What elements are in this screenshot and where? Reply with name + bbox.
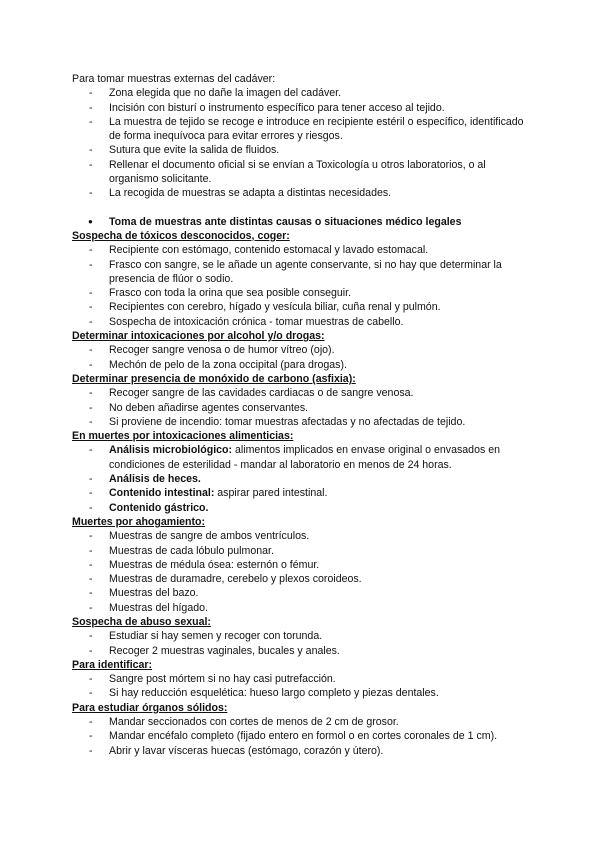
- list-item-text: No deben añadirse agentes conservantes.: [109, 401, 309, 414]
- list-item: [72, 315, 532, 329]
- list-item: [72, 715, 532, 729]
- list-item: [72, 501, 532, 515]
- list-item-bold: Contenido gástrico.: [109, 501, 209, 514]
- intro-list: [72, 86, 532, 200]
- section-title: Sospecha de abuso sexual:: [72, 615, 211, 628]
- list-item-text: Recoger sangre de las cavidades cardiacas o de sangre venosa.: [109, 387, 414, 400]
- list-item-text: Frasco con toda la orina que sea posible conseguir.: [109, 287, 352, 300]
- list-item: [72, 601, 532, 615]
- list-item-text: aspirar pared intestinal.: [214, 487, 328, 500]
- list-item-text: Recipiente con estómago, contenido estomacal y lavado estomacal.: [109, 244, 429, 257]
- list-item: [72, 258, 532, 287]
- list-item: [72, 529, 532, 543]
- section-list: [72, 243, 532, 329]
- list-item-text: alimentos implicados en envase original o envasados en condiciones de esterilidad - mandar al laboratorio en menos de 24 horas.: [109, 444, 500, 471]
- list-item-text: Mandar encéfalo completo (fijado entero en formol o en cortes coronales de 1 cm).: [109, 730, 498, 743]
- list-item: [72, 472, 532, 486]
- section-title: Sospecha de tóxicos desconocidos, coger:: [72, 229, 290, 242]
- list-item: [72, 286, 532, 300]
- list-item: [72, 558, 532, 572]
- list-item-text: Sangre post mórtem si no hay casi putrefacción.: [109, 673, 336, 686]
- list-item: [72, 572, 532, 586]
- list-item: - Incisión con bisturí o instrumento específico para tener acceso al tejido.: [72, 101, 532, 115]
- list-item-text: Si proviene de incendio: tomar muestras afectadas y no afectadas de tejido.: [109, 415, 466, 428]
- list-item: [72, 243, 532, 257]
- list-item-text: Muestras de duramadre, cerebelo y plexos coroideos.: [109, 573, 362, 586]
- list-item: [72, 343, 532, 357]
- list-item-text: Frasco con sangre, se le añade un agente conservante, si no hay que determinar la presencia de flúor o sodio.: [109, 258, 502, 285]
- list-item: [72, 358, 532, 372]
- list-item: - La muestra de tejido se recoge e introduce en recipiente estéril o específico, identificado de forma inequívoca para evitar errores y riesgos.: [72, 115, 532, 144]
- list-item-bold: Análisis microbiológico:: [109, 444, 233, 457]
- list-item-text: Recoger 2 muestras vaginales, bucales y anales.: [109, 644, 340, 657]
- list-item-text: Abrir y lavar vísceras huecas (estómago, corazón y útero).: [109, 744, 384, 757]
- list-item: [72, 415, 532, 429]
- list-item-text: Estudiar si hay semen y recoger con torunda.: [109, 630, 323, 643]
- list-item: [72, 401, 532, 415]
- list-item: - Zona elegida que no dañe la imagen del cadáver.: [72, 86, 532, 100]
- list-item: [72, 443, 532, 472]
- list-item: [72, 486, 532, 500]
- section-list: [72, 715, 532, 758]
- list-item-text: Recoger sangre venosa o de humor vítreo (ojo).: [109, 344, 335, 357]
- list-item: [72, 729, 532, 743]
- list-item-text: Recipientes con cerebro, hígado y vesícula biliar, cuña renal y pulmón.: [109, 301, 441, 314]
- sections-container: [72, 229, 532, 758]
- section-title: Para estudiar órganos sólidos:: [72, 701, 228, 714]
- list-item-text: Si hay reducción esquelética: hueso largo completo y piezas dentales.: [109, 687, 439, 700]
- list-item-text: Muestras de cada lóbulo pulmonar.: [109, 544, 274, 557]
- section-list: [72, 343, 532, 372]
- list-item: - Rellenar el documento oficial si se envían a Toxicología u otros laboratorios, o al organismo solicitante.: [72, 158, 532, 187]
- section-title: Muertes por ahogamiento:: [72, 515, 206, 528]
- list-item: [72, 386, 532, 400]
- intro-lead: Para tomar muestras externas del cadáver:: [72, 73, 276, 85]
- list-item-text: Muestras del bazo.: [109, 587, 199, 600]
- list-item-text: Mandar seccionados con cortes de menos de 2 cm de grosor.: [109, 716, 399, 729]
- section-list: [72, 672, 532, 701]
- list-item-text: Sospecha de intoxicación crónica - tomar muestras de cabello.: [109, 315, 404, 328]
- list-item-text: Muestras de sangre de ambos ventrículos.: [109, 530, 310, 543]
- section-list: [72, 386, 532, 429]
- section-title: En muertes por intoxicaciones alimenticias:: [72, 430, 294, 443]
- list-item: [72, 544, 532, 558]
- list-item: [72, 672, 532, 686]
- section-list: [72, 629, 532, 658]
- list-item-text: Muestras del hígado.: [109, 601, 208, 614]
- section-title: Para identificar:: [72, 658, 153, 671]
- section-list: [72, 529, 532, 615]
- list-item: - La recogida de muestras se adapta a distintas necesidades.: [72, 186, 532, 200]
- list-item-text: Muestras de médula ósea: esternón o fémur.: [109, 558, 320, 571]
- list-item-bold: Análisis de heces.: [109, 473, 201, 486]
- list-item: [72, 744, 532, 758]
- main-heading: ● Toma de muestras ante distintas causas o situaciones médico legales: [72, 215, 532, 229]
- list-item-bold: Contenido intestinal:: [109, 487, 215, 500]
- list-item: - Sutura que evite la salida de fluidos.: [72, 143, 532, 157]
- section-title: Determinar intoxicaciones por alcohol y/o drogas:: [72, 330, 325, 343]
- list-item: [72, 629, 532, 643]
- list-item: [72, 586, 532, 600]
- document-page: [72, 72, 532, 758]
- list-item: [72, 686, 532, 700]
- list-item-text: Mechón de pelo de la zona occipital (para drogas).: [109, 358, 347, 371]
- section-list: [72, 443, 532, 514]
- list-item: [72, 644, 532, 658]
- section-title: Determinar presencia de monóxido de carbono (asfixia):: [72, 372, 356, 385]
- list-item: [72, 300, 532, 314]
